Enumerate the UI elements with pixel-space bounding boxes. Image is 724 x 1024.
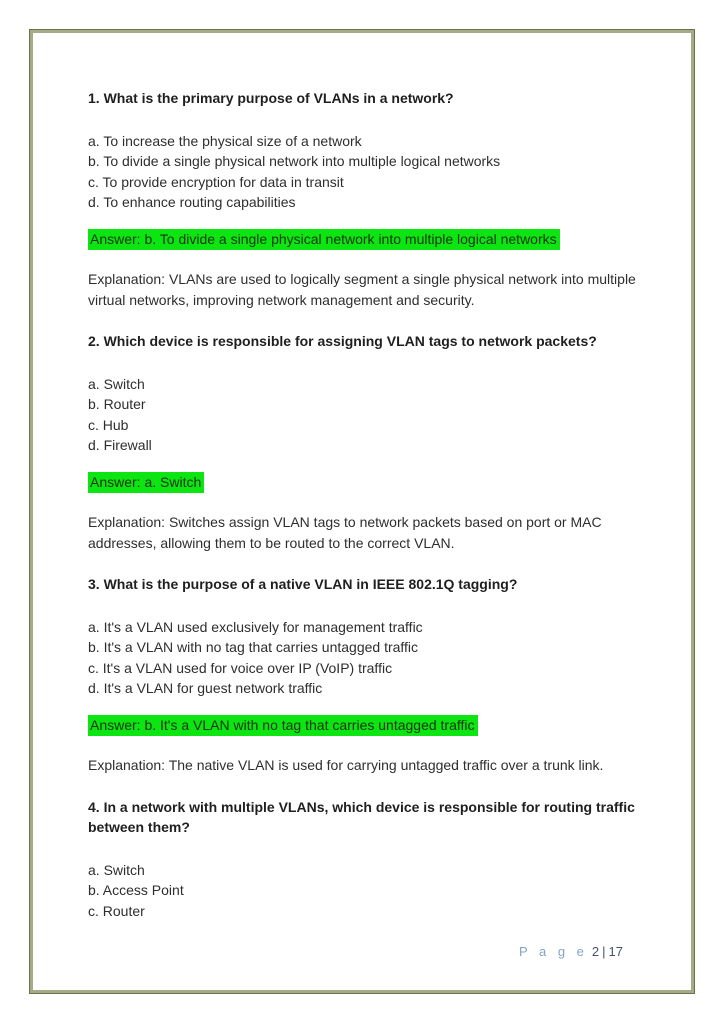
answer-line [88, 715, 644, 736]
page-footer [519, 944, 623, 960]
answer-highlight: Answer: a. Switch [88, 472, 204, 493]
option-c: c. Router [88, 902, 145, 919]
answer-line [88, 229, 644, 250]
option-c: c. It's a VLAN used for voice over IP (VoIP) traffic [88, 659, 393, 676]
footer-page-number: 2 [591, 944, 600, 959]
answer-line [88, 472, 644, 493]
options-list [88, 131, 644, 213]
question-block-2 [88, 331, 644, 553]
option-a: a. Switch [88, 375, 145, 392]
answer-highlight: Answer: b. It's a VLAN with no tag that carries untagged traffic [88, 715, 478, 736]
options-list [88, 374, 644, 456]
option-d: d. Firewall [88, 437, 152, 453]
answer-highlight: Answer: b. To divide a single physical network into multiple logical networks [88, 229, 560, 250]
option-a: a. Switch [88, 861, 145, 878]
question-title: 4. In a network with multiple VLANs, which device is responsible for routing traffic between them? [88, 798, 635, 835]
question-block-1 [88, 88, 644, 310]
option-c: c. To provide encryption for data in transit [88, 173, 344, 190]
option-d: d. To enhance routing capabilities [88, 194, 296, 210]
footer-separator: | [602, 944, 606, 959]
document-content [88, 88, 644, 937]
option-b: b. To divide a single physical network into multiple logical networks [88, 153, 501, 169]
option-b: b. Access Point [88, 882, 184, 898]
options-list [88, 860, 644, 922]
option-b: b. It's a VLAN with no tag that carries untagged traffic [88, 639, 419, 655]
option-a: a. It's a VLAN used exclusively for management traffic [88, 618, 423, 635]
explanation-text: Explanation: VLANs are used to logically segment a single physical network into multiple virtual networks, improving network management and security. [88, 271, 636, 308]
explanation-text: Explanation: The native VLAN is used for carrying untagged traffic over a trunk link. [88, 757, 604, 773]
options-list [88, 617, 644, 699]
question-block-4 [88, 797, 644, 922]
question-title: 1. What is the primary purpose of VLANs in a network? [88, 90, 454, 106]
explanation-text: Explanation: Switches assign VLAN tags to network packets based on port or MAC addresses, allowing them to be routed to the correct VLAN. [88, 514, 602, 551]
footer-page-word: P a g e [518, 944, 588, 959]
question-title: 2. Which device is responsible for assigning VLAN tags to network packets? [88, 333, 597, 349]
option-d: d. It's a VLAN for guest network traffic [88, 680, 323, 696]
footer-page-total: 17 [608, 944, 623, 959]
option-a: a. To increase the physical size of a network [88, 132, 362, 149]
question-block-3 [88, 574, 644, 776]
question-title: 3. What is the purpose of a native VLAN in IEEE 802.1Q tagging? [88, 576, 518, 592]
option-c: c. Hub [88, 416, 129, 433]
option-b: b. Router [88, 396, 146, 412]
